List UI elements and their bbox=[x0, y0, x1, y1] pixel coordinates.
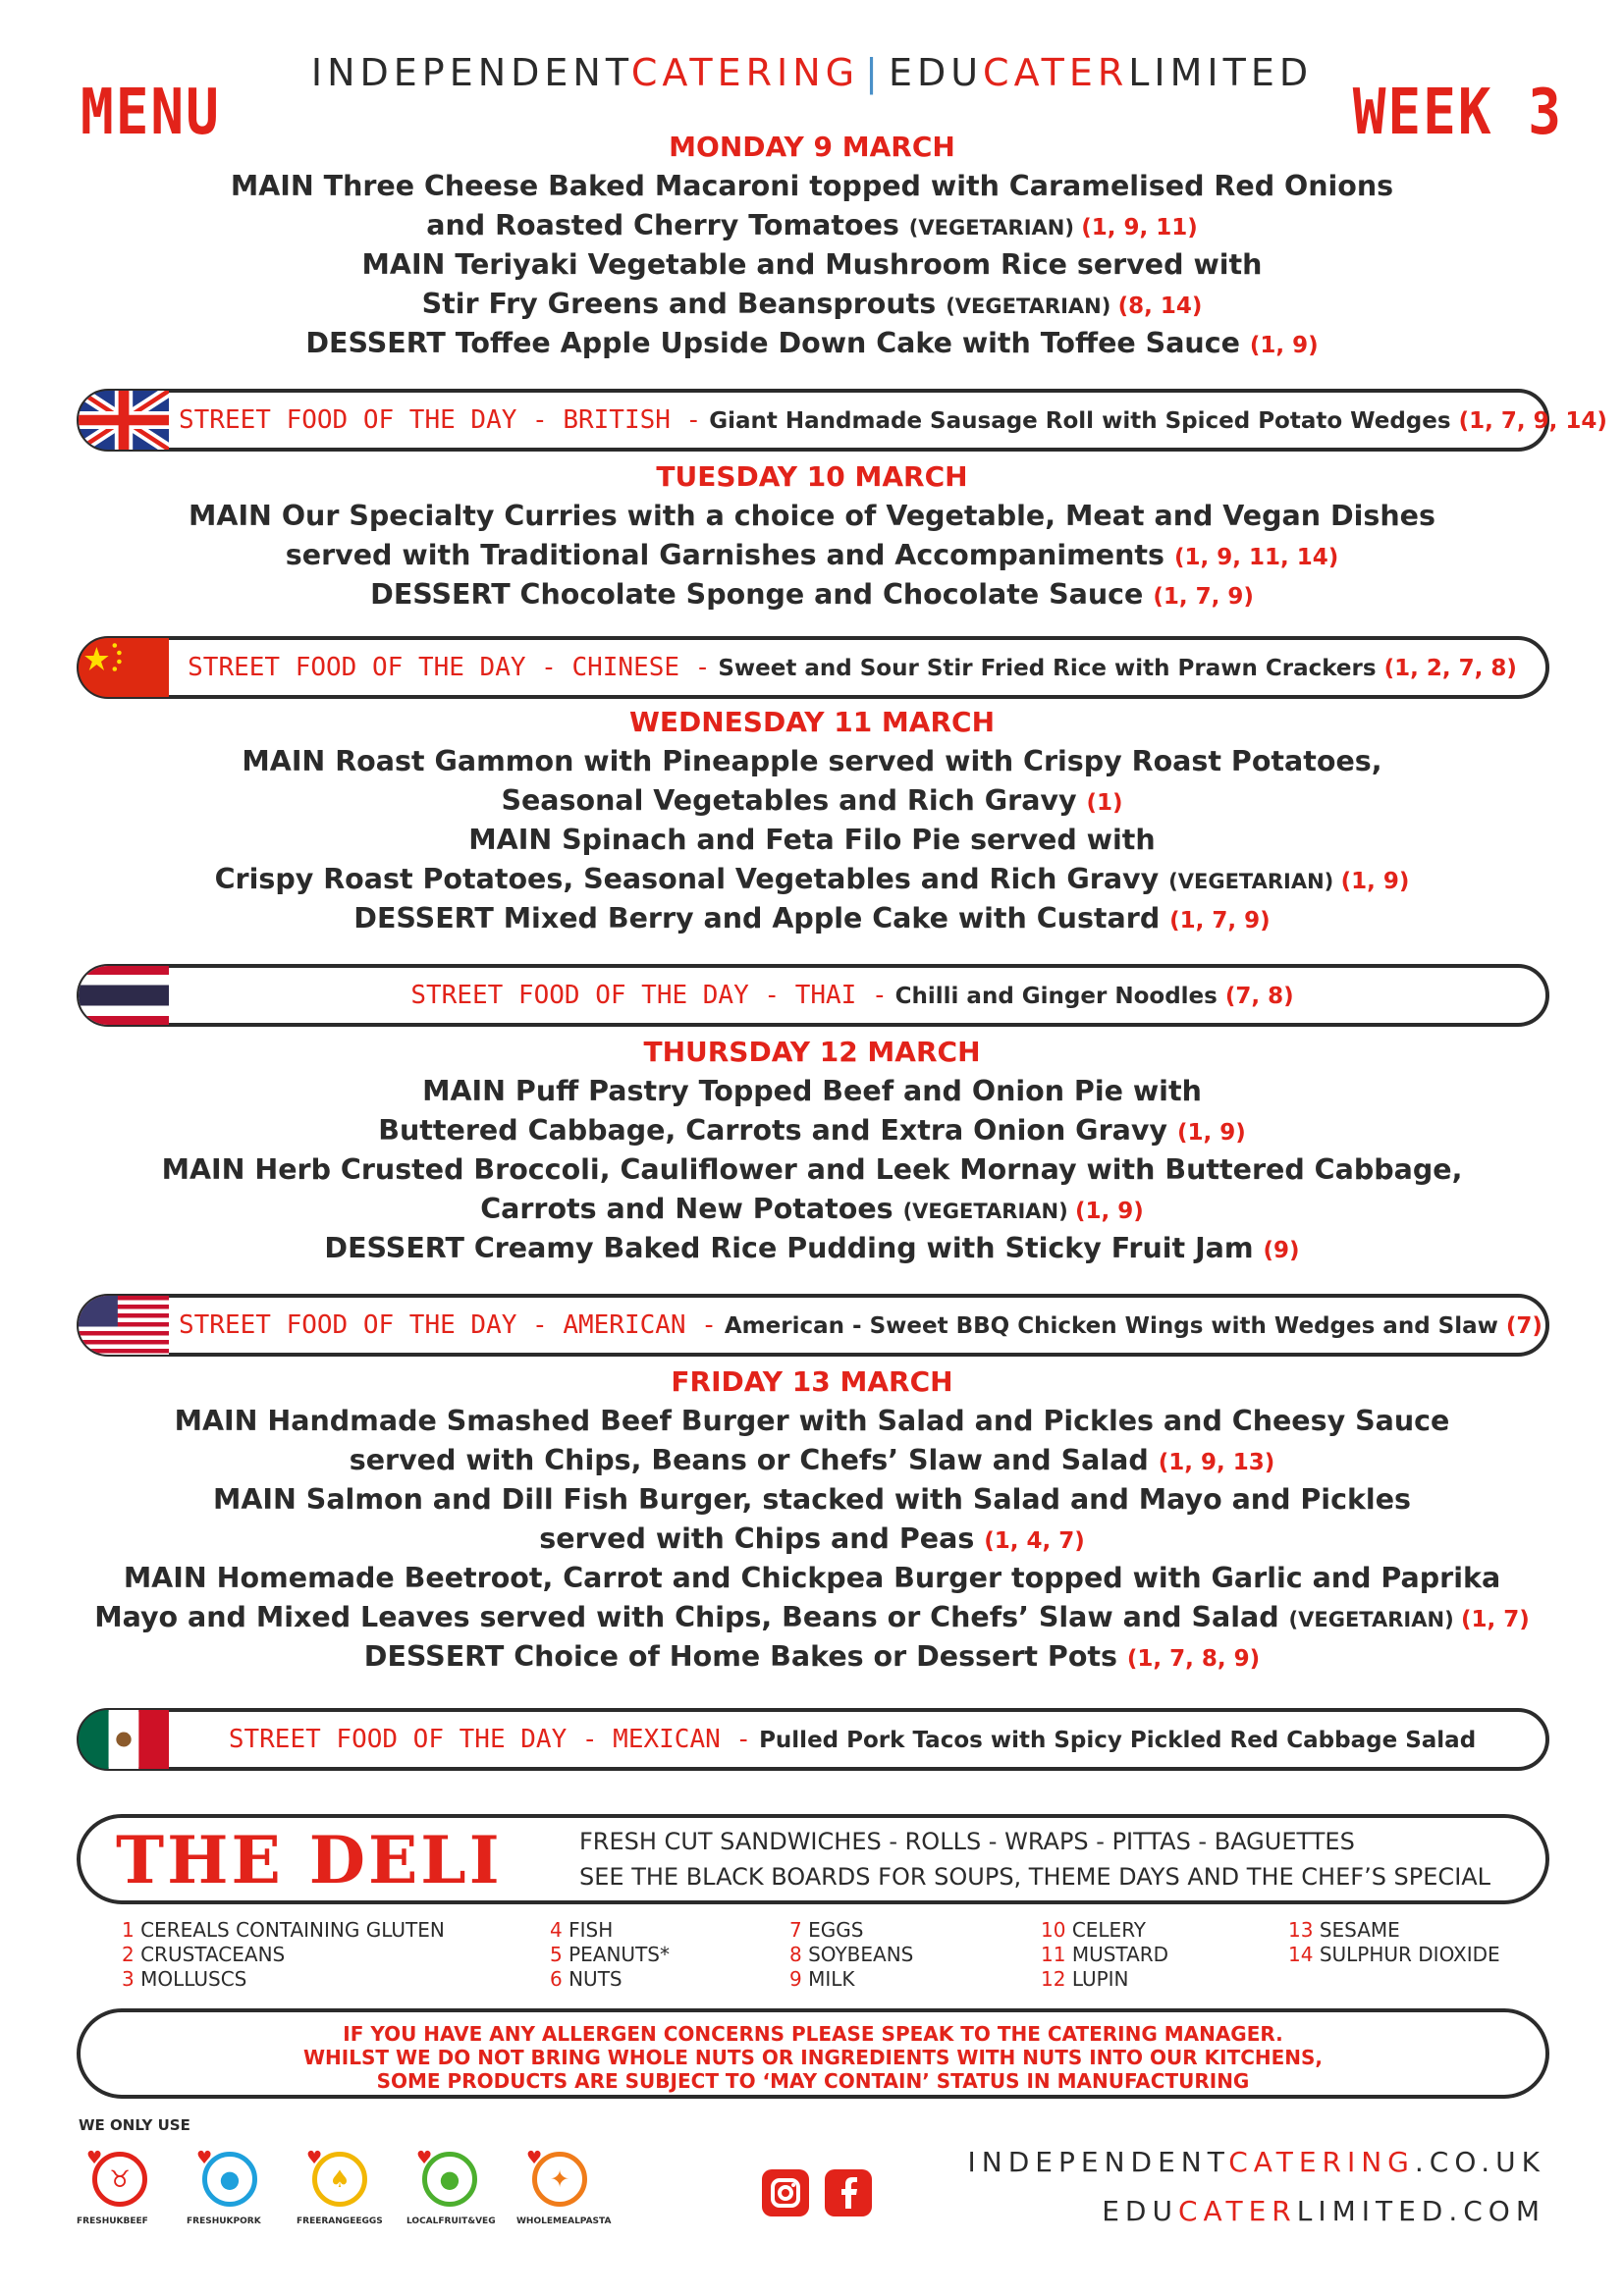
allergen-item bbox=[1041, 1943, 1168, 1967]
allergen-codes: (1, 4, 7) bbox=[984, 1528, 1085, 1554]
street-food-heading: STREET FOOD OF THE DAY - CHINESE - bbox=[188, 653, 711, 682]
allergen-number: 9 bbox=[789, 1967, 802, 1991]
street-food-dish: Sweet and Sour Stir Fried Rice with Prawn Crackers bbox=[710, 656, 1384, 681]
allergen-number: 2 bbox=[122, 1943, 135, 1966]
street-food-dish: American - Sweet BBQ Chicken Wings with Wedges and Slaw bbox=[716, 1313, 1506, 1339]
sourcing-badge bbox=[77, 2148, 161, 2250]
allergen-item bbox=[1041, 1918, 1168, 1943]
allergen-codes: (1, 7, 9) bbox=[1153, 584, 1254, 610]
menu-line bbox=[0, 575, 1624, 614]
allergen-item bbox=[122, 1918, 445, 1943]
street-food-banner bbox=[77, 389, 1607, 452]
allergen-number: 14 bbox=[1288, 1943, 1314, 1966]
pig-icon: ● bbox=[202, 2152, 257, 2207]
site2-part-a: EDU bbox=[1102, 2195, 1178, 2227]
allergen-name: MUSTARD bbox=[1071, 1943, 1169, 1966]
street-food-text bbox=[179, 968, 1526, 1023]
sourcing-badge bbox=[187, 2148, 271, 2250]
allergen-column bbox=[1288, 1918, 1500, 1967]
allergen-codes: (9) bbox=[1263, 1238, 1300, 1263]
day-title: WEDNESDAY 11 MARCH bbox=[628, 706, 996, 738]
dish-text: served with Chips, Beans or Chefs’ Slaw and Salad bbox=[349, 1444, 1159, 1476]
dish-text: MAIN Teriyaki Vegetable and Mushroom Rice served with bbox=[361, 248, 1263, 281]
allergen-column bbox=[122, 1918, 445, 1992]
allergen-item bbox=[1288, 1943, 1500, 1967]
day-title: FRIDAY 13 MARCH bbox=[671, 1365, 953, 1398]
thailand-flag bbox=[79, 966, 169, 1025]
dish-text: Stir Fry Greens and Beansprouts bbox=[421, 288, 947, 320]
heart-icon: ♥ bbox=[526, 2148, 543, 2168]
allergen-item bbox=[1288, 1918, 1500, 1943]
day-section bbox=[0, 1033, 1624, 1268]
allergen-name: SULPHUR DIOXIDE bbox=[1319, 1943, 1500, 1966]
allergen-codes: (1, 7, 9) bbox=[1169, 908, 1271, 934]
menu-line bbox=[0, 285, 1624, 324]
notice-line-3: SOME PRODUCTS ARE SUBJECT TO ‘MAY CONTAIN’ STATUS IN MANUFACTURING bbox=[376, 2069, 1250, 2093]
allergen-key bbox=[0, 1918, 1624, 1997]
hen-icon: ♠ bbox=[312, 2152, 367, 2207]
allergen-item bbox=[122, 1967, 445, 1992]
bull-icon: ♉ bbox=[92, 2152, 147, 2207]
allergen-item bbox=[1041, 1967, 1168, 1992]
allergen-codes: (1, 9, 13) bbox=[1158, 1450, 1275, 1475]
menu-line bbox=[0, 536, 1624, 575]
uk-flag bbox=[79, 391, 169, 450]
allergen-name: PEANUTS* bbox=[568, 1943, 670, 1966]
allergen-codes: (8, 14) bbox=[1117, 294, 1203, 319]
website-independent-catering[interactable] bbox=[968, 2146, 1545, 2178]
street-food-banner bbox=[77, 964, 1549, 1027]
menu-line bbox=[0, 860, 1624, 899]
allergen-name: CRUSTACEANS bbox=[140, 1943, 286, 1966]
menu-label: MENU bbox=[81, 76, 221, 149]
day-section bbox=[0, 1362, 1624, 1677]
site1-part-b: CATERING bbox=[1228, 2146, 1415, 2178]
badge-label: FREERANGEEGGS bbox=[297, 2216, 383, 2226]
street-food-allergens: (1, 2, 7, 8) bbox=[1383, 656, 1517, 681]
menu-line bbox=[0, 1559, 1624, 1598]
dietary-tag: (VEGETARIAN) bbox=[908, 216, 1082, 240]
allergen-column bbox=[789, 1918, 913, 1992]
day-section bbox=[0, 703, 1624, 938]
menu-line bbox=[0, 1150, 1624, 1190]
menu-line bbox=[0, 497, 1624, 536]
heart-icon: ♥ bbox=[416, 2148, 433, 2168]
street-food-text bbox=[179, 393, 1607, 448]
dietary-tag: (VEGETARIAN) bbox=[1288, 1608, 1461, 1631]
allergen-item bbox=[789, 1943, 913, 1967]
menu-line bbox=[0, 781, 1624, 821]
allergen-name: CELERY bbox=[1071, 1918, 1147, 1942]
dish-text: MAIN Herb Crusted Broccoli, Cauliflower and Leek Mornay with Buttered Cabbage, bbox=[161, 1153, 1463, 1186]
dish-text: DESSERT Creamy Baked Rice Pudding with Sticky Fruit Jam bbox=[324, 1232, 1264, 1264]
dish-text: MAIN Spinach and Feta Filo Pie served with bbox=[468, 824, 1156, 856]
menu-line bbox=[0, 1598, 1624, 1637]
badge-label: FRESHUKBEEF bbox=[77, 2216, 148, 2226]
allergen-codes: (1, 9) bbox=[1176, 1120, 1246, 1146]
street-food-heading: STREET FOOD OF THE DAY - AMERICAN - bbox=[179, 1310, 717, 1340]
menu-line bbox=[0, 821, 1624, 860]
street-food-banner bbox=[77, 1708, 1549, 1771]
heart-icon: ♥ bbox=[86, 2148, 103, 2168]
sourcing-badge bbox=[406, 2148, 496, 2250]
allergen-codes: (1, 7) bbox=[1460, 1607, 1530, 1632]
street-food-banner bbox=[77, 636, 1549, 699]
allergen-codes: (1, 9) bbox=[1340, 869, 1410, 894]
menu-line bbox=[0, 206, 1624, 245]
allergen-name: SOYBEANS bbox=[808, 1943, 914, 1966]
street-food-allergens: (1, 7, 9, 14) bbox=[1458, 408, 1607, 434]
dish-text: MAIN Handmade Smashed Beef Burger with Salad and Pickles and Cheesy Sauce bbox=[174, 1405, 1450, 1437]
dish-text: Mayo and Mixed Leaves served with Chips, Beans or Chefs’ Slaw and Salad bbox=[94, 1601, 1289, 1633]
heart-icon: ♥ bbox=[306, 2148, 323, 2168]
menu-line bbox=[0, 324, 1624, 363]
allergen-name: LUPIN bbox=[1071, 1967, 1129, 1991]
dish-text: DESSERT Toffee Apple Upside Down Cake with Toffee Sauce bbox=[305, 327, 1250, 359]
allergen-name: SESAME bbox=[1319, 1918, 1400, 1942]
allergen-item bbox=[789, 1918, 913, 1943]
dish-text: Crispy Roast Potatoes, Seasonal Vegetables and Rich Gravy bbox=[214, 863, 1169, 895]
site2-part-b: CATER bbox=[1177, 2195, 1297, 2227]
allergen-name: MILK bbox=[808, 1967, 855, 1991]
dish-text: MAIN Puff Pastry Topped Beef and Onion Pie with bbox=[422, 1075, 1202, 1107]
menu-line bbox=[0, 1190, 1624, 1229]
day-title: THURSDAY 12 MARCH bbox=[643, 1036, 981, 1068]
heart-icon: ♥ bbox=[196, 2148, 213, 2168]
dish-text: served with Traditional Garnishes and Accompaniments bbox=[285, 539, 1174, 571]
china-flag bbox=[79, 638, 169, 697]
allergen-notice bbox=[77, 2008, 1549, 2099]
menu-line bbox=[0, 1480, 1624, 1520]
dietary-tag: (VEGETARIAN) bbox=[946, 294, 1118, 318]
allergen-number: 8 bbox=[789, 1943, 802, 1966]
menu-line bbox=[0, 1402, 1624, 1441]
dish-text: MAIN Three Cheese Baked Macaroni topped with Caramelised Red Onions bbox=[230, 170, 1394, 202]
street-food-dish: Chilli and Ginger Noodles bbox=[887, 984, 1225, 1009]
menu-line bbox=[0, 1520, 1624, 1559]
facebook-icon[interactable] bbox=[825, 2169, 872, 2216]
dietary-tag: (VEGETARIAN) bbox=[1168, 870, 1341, 893]
allergen-number: 10 bbox=[1041, 1918, 1066, 1942]
notice-line-1: IF YOU HAVE ANY ALLERGEN CONCERNS PLEASE SPEAK TO THE CATERING MANAGER. bbox=[343, 2022, 1283, 2046]
deli-line-1: FRESH CUT SANDWICHES - ROLLS - WRAPS - PITTAS - BAGUETTES bbox=[579, 1828, 1355, 1855]
dietary-tag: (VEGETARIAN) bbox=[902, 1200, 1076, 1223]
dish-text: MAIN Roast Gammon with Pineapple served with Crispy Roast Potatoes, bbox=[242, 745, 1382, 777]
day-section bbox=[0, 457, 1624, 614]
street-food-dish: Giant Handmade Sausage Roll with Spiced Potato Wedges bbox=[701, 408, 1459, 434]
allergen-number: 5 bbox=[550, 1943, 563, 1966]
street-food-dish: Pulled Pork Tacos with Spicy Pickled Red Cabbage Salad bbox=[751, 1728, 1477, 1753]
day-section bbox=[0, 128, 1624, 363]
deli-line-2: SEE THE BLACK BOARDS FOR SOUPS, THEME DAYS AND THE CHEF’S SPECIAL bbox=[579, 1863, 1491, 1891]
street-food-heading: STREET FOOD OF THE DAY - MEXICAN - bbox=[228, 1725, 752, 1754]
allergen-number: 12 bbox=[1041, 1967, 1066, 1991]
badge-label: FRESHUKPORK bbox=[187, 2216, 261, 2226]
brand-catering: CATERING bbox=[630, 51, 860, 94]
site1-part-c: .CO.UK bbox=[1414, 2146, 1545, 2178]
street-food-allergens: (7) bbox=[1505, 1313, 1543, 1339]
menu-line bbox=[0, 742, 1624, 781]
allergen-codes: (1, 7, 8, 9) bbox=[1126, 1646, 1261, 1672]
dish-text: Seasonal Vegetables and Rich Gravy bbox=[501, 784, 1087, 817]
allergen-name: CEREALS CONTAINING GLUTEN bbox=[140, 1918, 445, 1942]
brand-limited: LIMITED bbox=[1128, 51, 1314, 94]
website-educater[interactable] bbox=[1102, 2195, 1545, 2227]
usa-flag bbox=[79, 1296, 169, 1355]
dish-text: DESSERT Chocolate Sponge and Chocolate Sauce bbox=[370, 578, 1154, 611]
dish-text: MAIN Salmon and Dill Fish Burger, stacked with Salad and Mayo and Pickles bbox=[213, 1483, 1411, 1516]
allergen-codes: (1) bbox=[1086, 790, 1123, 816]
menu-line bbox=[0, 1441, 1624, 1480]
allergen-number: 4 bbox=[550, 1918, 563, 1942]
street-food-banner bbox=[77, 1294, 1549, 1357]
deli-title: THE DELI bbox=[116, 1822, 503, 1898]
allergen-name: NUTS bbox=[568, 1967, 623, 1991]
allergen-number: 3 bbox=[122, 1967, 135, 1991]
dish-text: and Roasted Cherry Tomatoes bbox=[426, 209, 909, 241]
allergen-item bbox=[550, 1943, 670, 1967]
dish-text: Carrots and New Potatoes bbox=[480, 1193, 903, 1225]
wheat-icon: ✦ bbox=[532, 2152, 587, 2207]
instagram-icon[interactable] bbox=[762, 2169, 809, 2216]
allergen-number: 11 bbox=[1041, 1943, 1066, 1966]
street-food-text bbox=[179, 1298, 1543, 1353]
allergen-name: EGGS bbox=[808, 1918, 864, 1942]
menu-line bbox=[0, 245, 1624, 285]
allergen-codes: (1, 9, 11) bbox=[1081, 215, 1198, 240]
brand-independent: INDEPENDENT bbox=[310, 51, 631, 94]
street-food-heading: STREET FOOD OF THE DAY - BRITISH - bbox=[179, 405, 702, 435]
allergen-item bbox=[122, 1943, 445, 1967]
menu-line bbox=[0, 899, 1624, 938]
day-title: MONDAY 9 MARCH bbox=[669, 131, 955, 163]
dish-text: DESSERT Mixed Berry and Apple Cake with Custard bbox=[353, 902, 1170, 934]
allergen-name: MOLLUSCS bbox=[140, 1967, 247, 1991]
allergen-name: FISH bbox=[568, 1918, 614, 1942]
sourcing-badge bbox=[516, 2148, 612, 2250]
site1-part-a: INDEPENDENT bbox=[967, 2146, 1229, 2178]
brand-separator: | bbox=[865, 51, 883, 94]
allergen-codes: (1, 9) bbox=[1249, 333, 1319, 358]
allergen-number: 6 bbox=[550, 1967, 563, 1991]
mexico-flag bbox=[79, 1710, 169, 1769]
apple-icon: ● bbox=[422, 2152, 477, 2207]
menu-line bbox=[0, 1637, 1624, 1677]
dish-text: Buttered Cabbage, Carrots and Extra Onion Gravy bbox=[378, 1114, 1177, 1147]
dish-text: MAIN Homemade Beetroot, Carrot and Chickpea Burger topped with Garlic and Paprika bbox=[123, 1562, 1501, 1594]
deli-box bbox=[77, 1814, 1549, 1904]
allergen-column bbox=[550, 1918, 670, 1992]
notice-line-2: WHILST WE DO NOT BRING WHOLE NUTS OR INGREDIENTS WITH NUTS INTO OUR KITCHENS, bbox=[302, 2046, 1324, 2069]
street-food-allergens: (7, 8) bbox=[1224, 984, 1294, 1009]
allergen-number: 13 bbox=[1288, 1918, 1314, 1942]
brand-cater: CATER bbox=[983, 51, 1129, 94]
site2-part-c: LIMITED.COM bbox=[1296, 2195, 1545, 2227]
street-food-text bbox=[179, 640, 1526, 695]
badge-label: WHOLEMEALPASTA bbox=[516, 2216, 612, 2226]
menu-line bbox=[0, 167, 1624, 206]
brand-edu: EDU bbox=[888, 51, 984, 94]
sourcing-badge bbox=[297, 2148, 383, 2250]
menu-line bbox=[0, 1229, 1624, 1268]
week-label: WEEK 3 bbox=[1352, 76, 1563, 149]
dish-text: served with Chips and Peas bbox=[539, 1522, 985, 1555]
allergen-item bbox=[789, 1967, 913, 1992]
allergen-item bbox=[550, 1918, 670, 1943]
badge-label: LOCALFRUIT&VEG bbox=[406, 2216, 496, 2226]
day-title: TUESDAY 10 MARCH bbox=[656, 460, 968, 493]
street-food-text bbox=[179, 1712, 1526, 1767]
we-only-use-label: WE ONLY USE bbox=[79, 2116, 190, 2134]
dish-text: DESSERT Choice of Home Bakes or Dessert Pots bbox=[363, 1640, 1127, 1673]
menu-line bbox=[0, 1111, 1624, 1150]
allergen-column bbox=[1041, 1918, 1168, 1992]
allergen-number: 7 bbox=[789, 1918, 802, 1942]
dish-text: MAIN Our Specialty Curries with a choice of Vegetable, Meat and Vegan Dishes bbox=[189, 500, 1435, 532]
allergen-item bbox=[550, 1967, 670, 1992]
allergen-codes: (1, 9, 11, 14) bbox=[1173, 545, 1339, 570]
allergen-number: 1 bbox=[122, 1918, 135, 1942]
street-food-heading: STREET FOOD OF THE DAY - THAI - bbox=[410, 981, 888, 1010]
allergen-codes: (1, 9) bbox=[1075, 1199, 1144, 1224]
menu-line bbox=[0, 1072, 1624, 1111]
